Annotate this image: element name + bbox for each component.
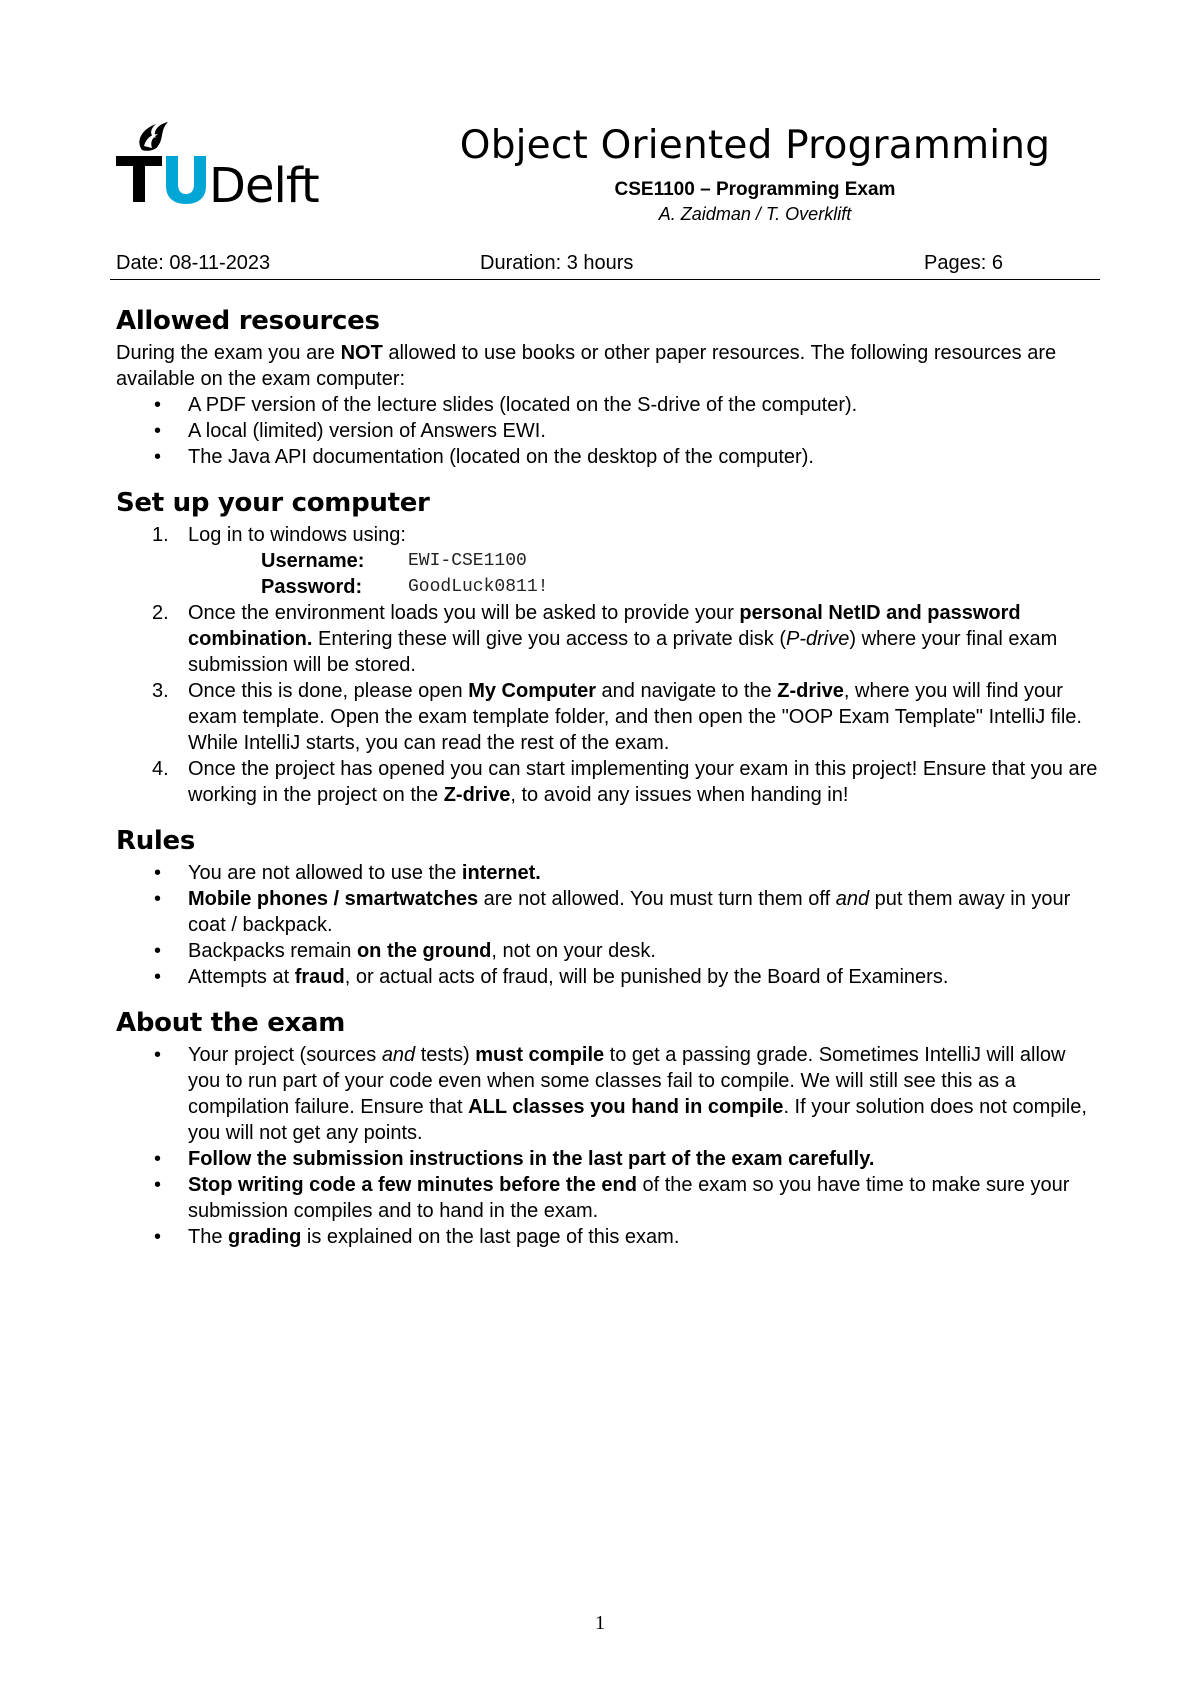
section-rules (116, 824, 1100, 990)
list-item: • The Java API documentation (located on the desktop of the computer). (116, 444, 1100, 470)
about-list (116, 1042, 1100, 1250)
exam-pages: Pages: 6 (924, 252, 1003, 274)
list-item: • Follow the submission instructions in the last part of the exam carefully. (116, 1146, 1100, 1172)
password-value: GoodLuck0811! (408, 577, 549, 597)
flame-icon (116, 120, 331, 210)
password-label: Password: (261, 576, 363, 598)
setup-steps (116, 522, 1100, 548)
list-item: • A local (limited) version of Answers EWI. (116, 418, 1100, 444)
list-item: • Backpacks remain on the ground, not on your desk. (116, 938, 1100, 964)
list-item: • You are not allowed to use the internet. (116, 860, 1100, 886)
password-row (116, 574, 1100, 600)
list-item: 4. Once the project has opened you can start implementing your exam in this project! Ensure that you are working in the project on the Z-drive, to avoid any issues when handing in! (152, 758, 1098, 806)
exam-date: Date: 08-11-2023 (116, 252, 271, 274)
section-heading: Set up your computer (116, 488, 430, 518)
title-block (340, 122, 1170, 225)
list-item: 2. Once the environment loads you will be asked to provide your personal NetID and password combination. Entering these will give you access to a private disk (P-drive) where your final exam submission will be stored. (152, 602, 1058, 676)
section-setup (116, 486, 1100, 808)
logo-text: Delft (209, 158, 319, 210)
list-item: • Attempts at fraud, or actual acts of fraud, will be punished by the Board of Examiners. (116, 964, 1100, 990)
allowed-list (116, 392, 1100, 470)
username-row (116, 548, 1100, 574)
section-about (116, 1006, 1100, 1250)
tu-delft-logo (116, 120, 331, 210)
username-label: Username: (261, 550, 365, 572)
exam-duration: Duration: 3 hours (480, 252, 634, 274)
exam-content (116, 304, 1100, 1266)
exam-meta (116, 252, 1096, 278)
document-title: Object Oriented Programming (459, 123, 1051, 168)
list-item: • Your project (sources and tests) must compile to get a passing grade. Sometimes IntelliJ will allow you to run part of your code even when some classes fail to compile. We will still see this as a compilation failure. Ensure that ALL classes you hand in compile. If your solution does not compile, you will not get any points. (116, 1042, 1100, 1146)
list-item: • Mobile phones / smartwatches are not allowed. You must turn them off and put them away in your coat / backpack. (116, 886, 1100, 938)
username-value: EWI-CSE1100 (408, 551, 527, 571)
page-number: 1 (595, 1612, 605, 1634)
list-item: • The grading is explained on the last page of this exam. (116, 1224, 1100, 1250)
list-item: 1. Log in to windows using: (152, 524, 406, 546)
allowed-intro: During the exam you are NOT allowed to use books or other paper resources. The following resources are available on the exam computer: (116, 342, 1057, 390)
header-divider (110, 279, 1100, 280)
list-item: • A PDF version of the lecture slides (located on the S-drive of the computer). (116, 392, 1100, 418)
list-item: • Stop writing code a few minutes before the end of the exam so you have time to make sure your submission compiles and to hand in the exam. (116, 1172, 1100, 1224)
section-heading: Rules (116, 826, 196, 856)
list-item: 3. Once this is done, please open My Computer and navigate to the Z-drive, where you will find your exam template. Open the exam template folder, and then open the "OOP Exam Template" IntelliJ file. While IntelliJ starts, you can read the rest of the exam. (152, 680, 1082, 754)
rules-list (116, 860, 1100, 990)
section-heading: About the exam (116, 1008, 346, 1038)
section-heading: Allowed resources (116, 306, 380, 336)
authors: A. Zaidman / T. Overklift (658, 204, 852, 224)
section-allowed-resources (116, 304, 1100, 470)
course-subtitle: CSE1100 – Programming Exam (614, 179, 896, 200)
setup-steps-continued (116, 600, 1100, 808)
